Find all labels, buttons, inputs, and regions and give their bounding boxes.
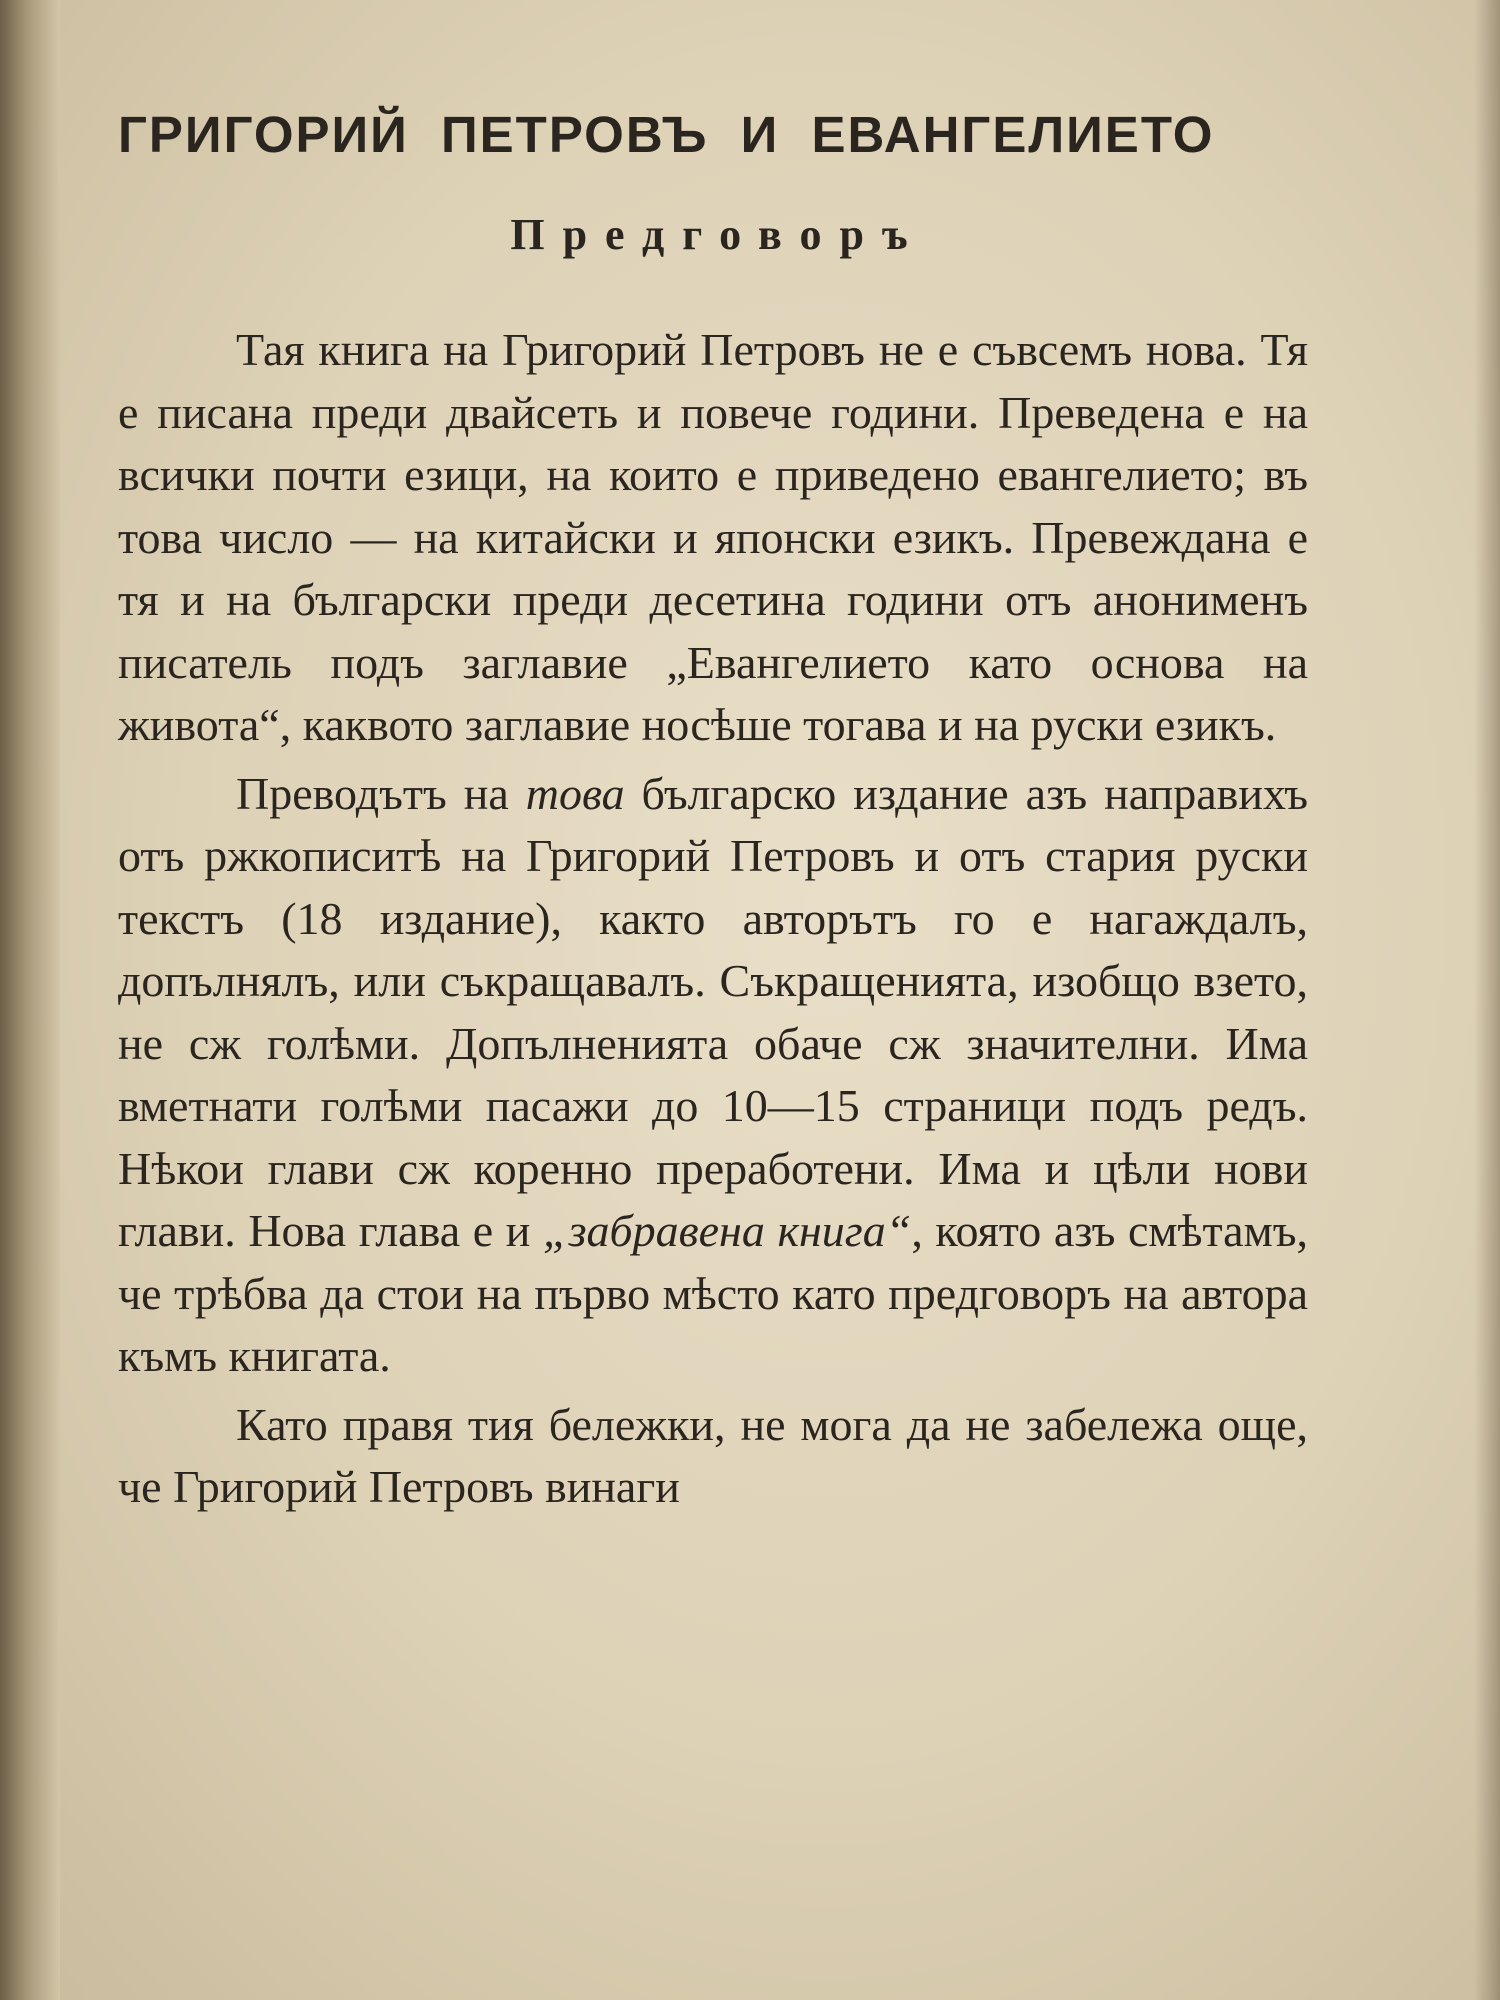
paragraph-2-emphasis: това	[525, 767, 625, 819]
paragraph-2-text-end: , която азъ смѣтамъ, че трѣбва да стои на първо мѣсто като предговоръ на автора къмъ книгата.	[118, 1205, 1308, 1381]
paragraph-2-text-middle: българско издание азъ направихъ отъ ржкописитѣ на Григорий Петровъ и отъ стария руски текстъ (18 издание), както авторътъ го е нагаждалъ, допълнялъ, или съкращавалъ. Съкращенията, изобщо взето, не сж голѣми. Допълненията обаче сж значителни. Има вметнати голѣми пасажи до 10—15 страници подъ редъ. Нѣкои глави сж коренно преработени. Има и цѣли нови глави. Нова глава е и	[118, 767, 1308, 1256]
page-edge-shadow	[1474, 0, 1500, 2000]
section-title: Предговоръ	[510, 210, 926, 259]
paragraph-2	[118, 763, 1308, 1388]
paragraph-2-text-start: Преводътъ на	[236, 767, 526, 819]
paragraph-3: Като правя тия бележки, не мога да не забележа още, че Григорий Петровъ винаги	[118, 1398, 1308, 1512]
running-head: ГРИГОРИЙ ПЕТРОВЪ И ЕВАНГЕЛИЕТО	[118, 106, 1215, 163]
paragraph-2-emphasis-book-title: „забравена книга“	[542, 1205, 912, 1256]
book-binding-shadow	[0, 0, 60, 2000]
page-text-block	[118, 95, 1308, 1519]
paragraph-1: Тая книга на Григорий Петровъ не е съвсемъ нова. Тя е писана преди двайсеть и повече години. Преведена е на всички почти езици, на които е приведено евангелието; въ това число — на китайски и японски езикъ. Превеждана е тя и на български преди десетина години отъ анонименъ писатель подъ заглавие „Евангелието като основа на живота“, каквото заглавие носѣше тогава и на руски езикъ.	[118, 324, 1308, 750]
